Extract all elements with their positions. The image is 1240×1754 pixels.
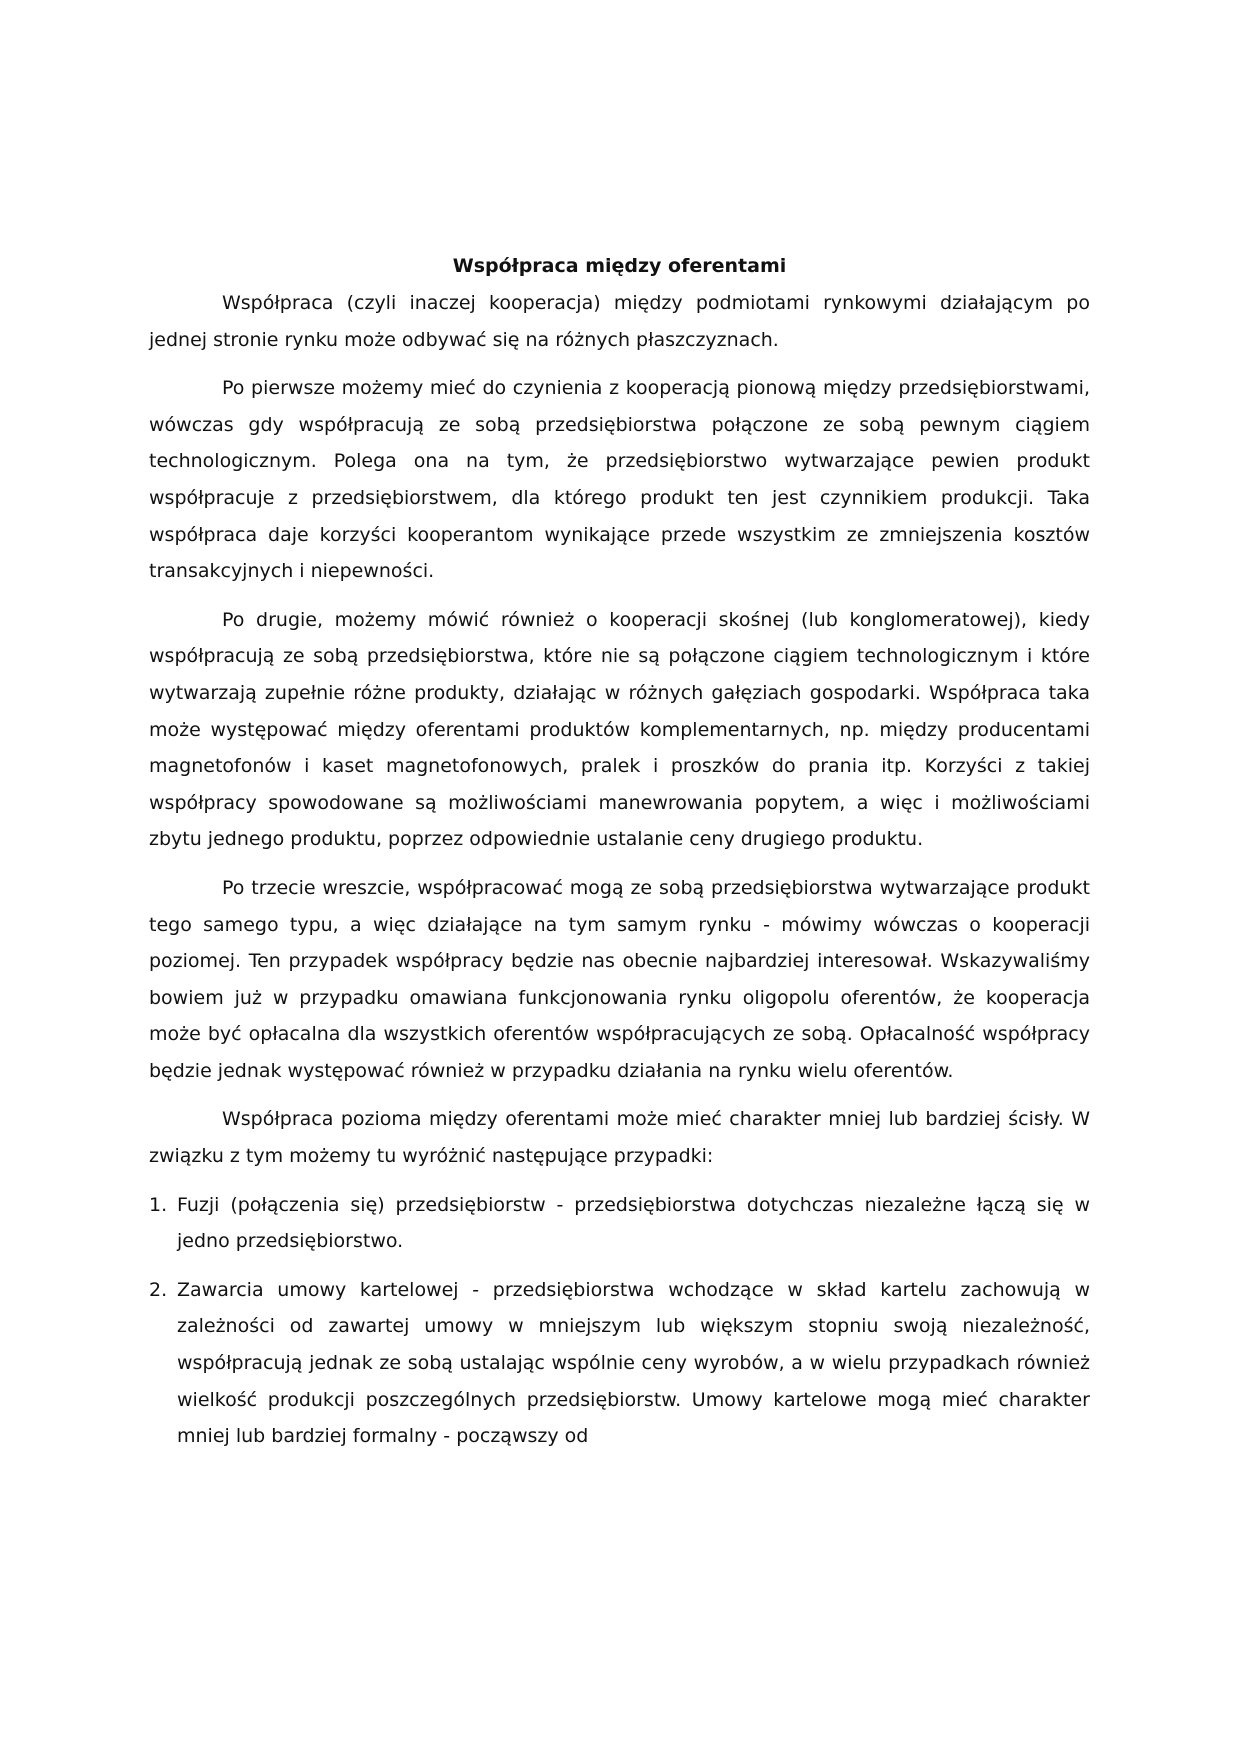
- paragraph: Po drugie, możemy mówić również o kooperacji skośnej (lub konglomeratowej), kiedy współpracują ze sobą przedsiębiorstwa, które nie są połączone ciągiem technologicznym i które wytwarzają zupełnie różne produkty, działając w różnych gałęziach gospodarki. Współpraca taka może występować między oferentami produktów komplementarnych, np. między producentami magnetofonów i kaset magnetofonowych, pralek i proszków do prania itp. Korzyści z takiej współpracy spowodowane są możliwościami manewrowania popytem, a więc i możliwościami zbytu jednego produktu, poprzez odpowiednie ustalanie ceny drugiego produktu.: [149, 608, 1090, 851]
- document-title: Współpraca między oferentami: [452, 255, 787, 277]
- list-number: 1.: [149, 1193, 168, 1216]
- list-item-text: Zawarcia umowy kartelowej - przedsiębiorstwa wchodzące w skład kartelu zachowują w zależności od zawartej umowy w mniejszym lub większym stopniu swoją niezależność, współpracują jednak ze sobą ustalając wspólnie ceny wyrobów, a w wielu przypadkach również wielkość produkcji poszczególnych przedsiębiorstw. Umowy kartelowe mogą mieć charakter mniej lub bardziej formalny - począwszy od: [177, 1278, 1090, 1448]
- list-item: [149, 1272, 1090, 1455]
- paragraph: Po pierwsze możemy mieć do czynienia z kooperacją pionową między przedsiębiorstwami, wówczas gdy współpracują ze sobą przedsiębiorstwa połączone ze sobą pewnym ciągiem technologicznym. Polega ona na tym, że przedsiębiorstwo wytwarzające pewien produkt współpracuje z przedsiębiorstwem, dla którego produkt ten jest czynnikiem produkcji. Taka współpraca daje korzyści kooperantom wynikające przede wszystkim ze zmniejszenia kosztów transakcyjnych i niepewności.: [149, 377, 1090, 583]
- list-item-text: Fuzji (połączenia się) przedsiębiorstw - przedsiębiorstwa dotychczas niezależne łączą się w jedno przedsiębiorstwo.: [177, 1193, 1090, 1253]
- list-item: [149, 1187, 1090, 1260]
- paragraph: Po trzecie wreszcie, współpracować mogą ze sobą przedsiębiorstwa wytwarzające produkt tego samego typu, a więc działające na tym samym rynku - mówimy wówczas o kooperacji poziomej. Ten przypadek współpracy będzie nas obecnie najbardziej interesował. Wskazywaliśmy bowiem już w przypadku omawiana funkcjonowania rynku oligopolu oferentów, że kooperacja może być opłacalna dla wszystkich oferentów współpracujących ze sobą. Opłacalność współpracy będzie jednak występować również w przypadku działania na rynku wielu oferentów.: [149, 876, 1090, 1082]
- list-number: 2.: [149, 1278, 168, 1301]
- paragraph: Współpraca pozioma między oferentami może mieć charakter mniej lub bardziej ścisły. W związku z tym możemy tu wyróżnić następujące przypadki:: [149, 1108, 1090, 1168]
- numbered-list: [149, 1187, 1090, 1455]
- paragraph: Współpraca (czyli inaczej kooperacja) między podmiotami rynkowymi działającym po jednej stronie rynku może odbywać się na różnych płaszczyznach.: [149, 292, 1090, 351]
- document-page: [149, 253, 1090, 1467]
